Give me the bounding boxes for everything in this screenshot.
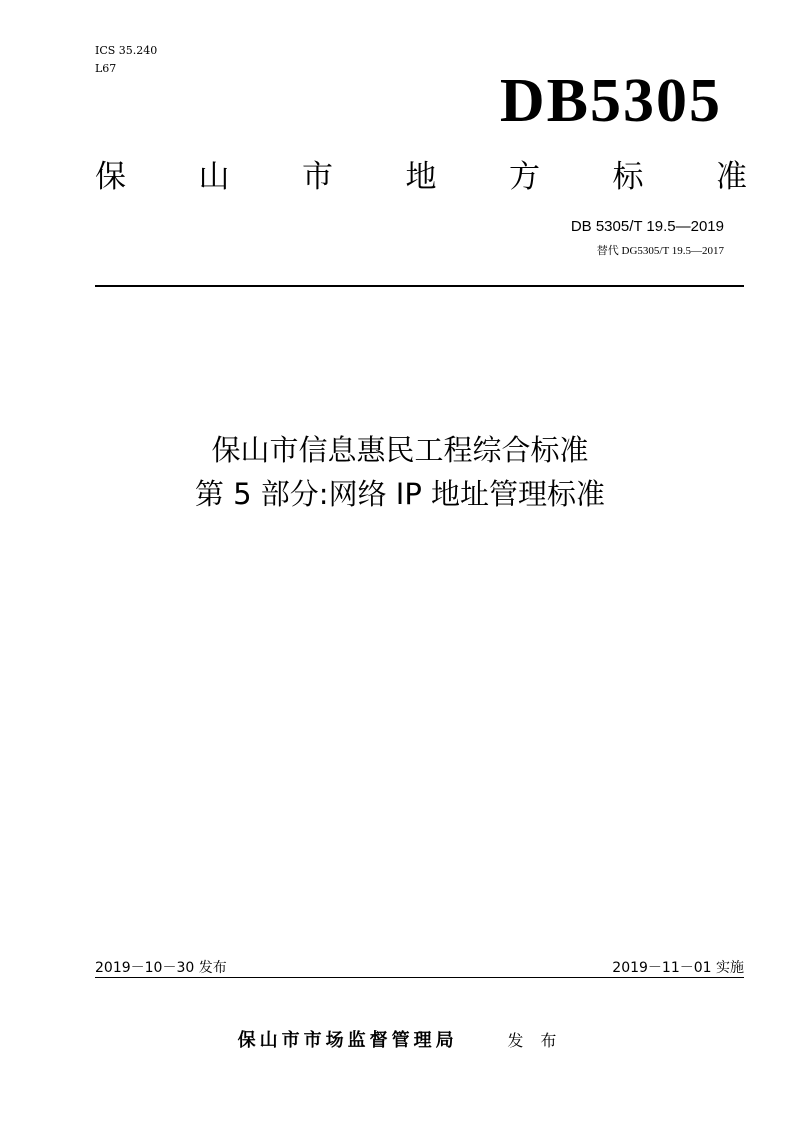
footer-divider — [95, 977, 744, 978]
document-title — [0, 428, 800, 516]
standard-type-heading — [95, 158, 747, 196]
ics-code: ICS 35.240 — [95, 44, 158, 57]
standard-type-char: 保 — [95, 159, 126, 195]
replaces-standard: 替代 DG5305/T 19.5—2017 — [596, 245, 724, 257]
issue-date: 2019－10－30 发布 — [95, 960, 227, 976]
header-divider — [95, 285, 744, 287]
ccs-code: L67 — [95, 62, 117, 75]
title-line-main: 保山市信息惠民工程综合标准 — [211, 433, 589, 467]
standard-type-char: 准 — [716, 159, 747, 195]
date-row — [95, 958, 744, 978]
db-code-heading: DB5305 — [499, 67, 722, 135]
standard-type-char: 方 — [509, 159, 540, 195]
publisher-name: 保山市市场监督管理局 — [237, 1030, 458, 1051]
publish-verb: 发 布 — [507, 1031, 563, 1050]
standard-number: DB 5305/T 19.5—2019 — [570, 218, 724, 235]
standard-type-char: 山 — [198, 159, 230, 195]
standard-type-char: 市 — [302, 159, 333, 195]
effective-date: 2019－11－01 实施 — [612, 960, 744, 976]
standard-type-char: 地 — [405, 159, 437, 195]
publisher-row — [0, 1028, 800, 1054]
standard-type-char: 标 — [612, 159, 644, 195]
title-line-part: 第 5 部分:网络 IP 地址管理标准 — [194, 477, 606, 511]
